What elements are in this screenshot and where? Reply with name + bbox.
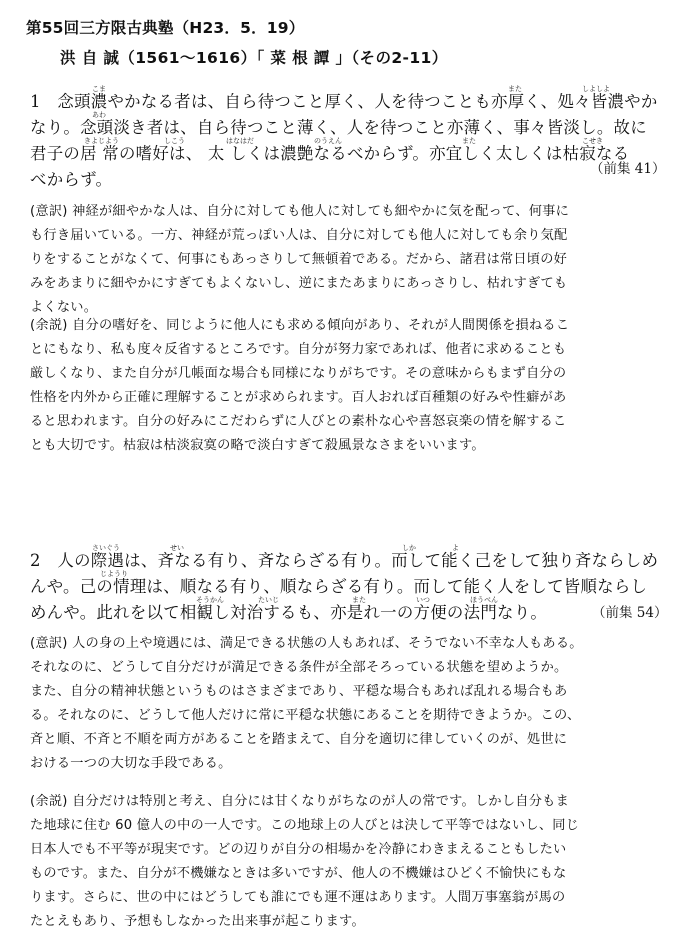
ruby-annotation: こせき: [582, 137, 603, 145]
ruby-annotation: きよじよう: [84, 137, 119, 145]
ruby-annotation: じようり: [100, 570, 128, 578]
commentary-1: (余説) 自分の嗜好を、同じように他人にも求める傾向があり、それが人間関係を損ねるこ とにもなり、私も度々反省するところです。自分が努力家であれば、他者に求めることも 厳しくなり、また自分が几帳面な場合も同様になりがちです。その意味からもまず自分の 性格を内外から正確に理解することが求められます。百人おれば百種類の好みや性癖があ ると思われます。自分の好みにこだわらずに人びとの素朴な心や喜怒哀楽の情を解するこ とも大切です。枯寂は枯淡寂寞の略で淡白すぎて殺風景なさまをいいます。: [30, 318, 570, 453]
ruby-annotation: また: [462, 137, 476, 145]
ruby-annotation: よ: [452, 544, 459, 552]
ruby-annotation: そうかん: [196, 596, 224, 604]
ruby-annotation: のうえん: [314, 137, 342, 145]
ruby-annotation: こま: [92, 85, 106, 93]
passage-2-source: （前集 54）: [592, 605, 668, 621]
ruby-annotation: しよしよ: [582, 85, 610, 93]
ruby-annotation: また: [352, 596, 366, 604]
ruby-annotation: いつ: [416, 596, 430, 604]
translation-2: (意訳) 人の身の上や境遇には、満足できる状態の人もあれば、そうでない不幸な人もある。 それなのに、どうして自分だけが満足できる条件が全部そろっている状態を望めようか。 また、自分の精神状態というものはさまざまであり、平穏な場合もあれば乱れる場合もあ る。それなのに、どうして他人だけに常に平穏な状態にあることを期待できようか。この、 斉と順、不斉と不順を両方があることを踏まえて、自分を適切に律していくのが、処世に おける一つの大切な手段である。: [30, 636, 583, 771]
passage-2: 2 人の際遇は、斉なる有り、斉ならざる有り。而して能く己をして独り斉ならしめ んや。己の情理は、順なる有り、順ならざる有り。而して能く人をして皆順ならし めんや。此れを以て相観し対治するも、亦是れ一の方便の法門なり。: [30, 551, 659, 622]
ruby-annotation: たいじ: [258, 596, 279, 604]
ruby-annotation: あわ: [92, 111, 106, 119]
translation-1: (意訳) 神経が細やかな人は、自分に対しても他人に対しても細やかに気を配って、何事に も行き届いている。一方、神経が荒っぽい人は、自分に対しても他人に対しても余り気配 りをすることがなくて、何事にもあっさりして無頓着である。だから、諸君は常日頃の好 みをあまりに細やかにすぎてもよくないし、逆にまたあまりにあっさりし、枯れすぎても よくない。: [30, 204, 570, 315]
lecture-title: 第55回三方限古典塾（H23．5．19）: [26, 19, 305, 37]
ruby-annotation: はなはだ: [226, 137, 254, 145]
ruby-annotation: しか: [402, 544, 416, 552]
commentary-2: (余説) 自分だけは特別と考え、自分には甘くなりがちなのが人の常です。しかし自分もま た地球に住む 60 億人の中の一人です。この地球上の人びとは決して平等ではないし、同じ 日本人でも不平等が現実です。どの辺りが自分の相場かを冷静にわきまえることもしたい ものです。また、自分が不機嫌なときは多いですが、他人の不機嫌はひどく不愉快にもな ります。さらに、世の中にはどうしても誰にでも運不運はあります。人間万事塞翁が馬の たとえもあり、予想もしなかった出来事が起こります。: [30, 794, 580, 929]
ruby-annotation: しこう: [164, 137, 185, 145]
passage-1: 1 念頭濃やかなる者は、自ら待つこと厚く、人を待つことも亦厚く、処々皆濃やか なり。念頭淡き者は、自ら待つこと薄く、人を待つこと亦薄く、事々皆淡し。故に 君子の居 常の嗜好は、 太 しくは濃艶なるべからず。亦宜しく太しくは枯寂なる べからず。: [30, 92, 658, 189]
ruby-annotation: また: [508, 85, 522, 93]
ruby-annotation: さいぐう: [92, 544, 120, 552]
ruby-annotation: せい: [170, 544, 184, 552]
ruby-annotation: ほうべん: [470, 596, 498, 604]
lecture-subtitle: 洪 自 誠（1561～1616）「 菜 根 譚 」（その2-11）: [60, 49, 448, 67]
passage-1-source: （前集 41）: [590, 161, 666, 177]
